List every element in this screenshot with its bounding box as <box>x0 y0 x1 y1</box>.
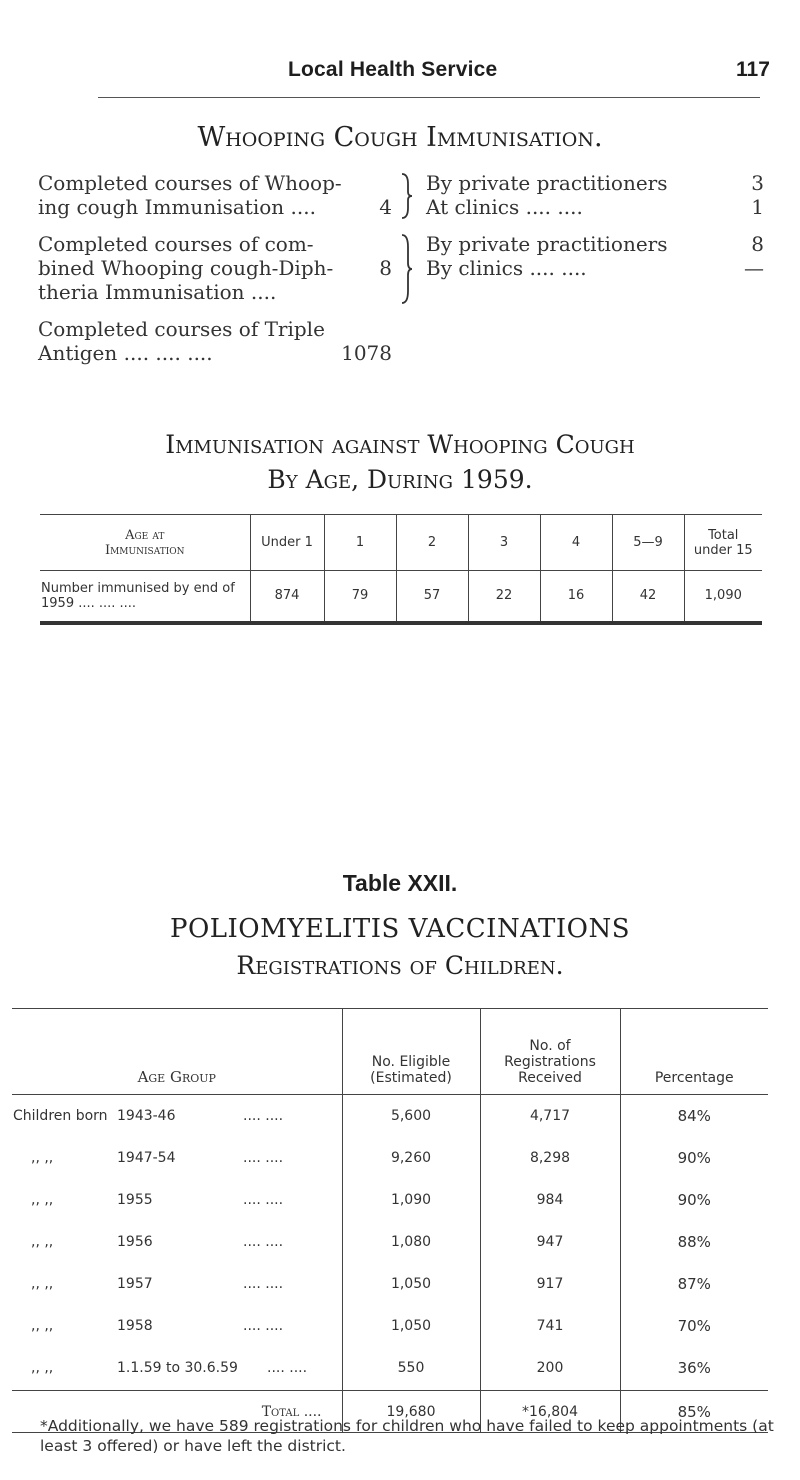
total-registrations: *16,804 <box>480 1391 620 1433</box>
age-row-label <box>40 571 250 623</box>
percentage-cell: 84% <box>677 1106 711 1125</box>
age-period: 1956 <box>117 1233 153 1250</box>
polio-table <box>12 1008 768 1433</box>
table-row <box>12 1095 768 1137</box>
wc-row-1-total: 4 <box>379 195 392 219</box>
eligible-cell: 1,050 <box>342 1263 480 1305</box>
age-col-header: 5—9 <box>612 515 684 571</box>
wc-row-1-breakdown-1-value: 3 <box>751 171 764 195</box>
dot-leader: .... .... <box>243 1233 284 1250</box>
wc-row-2-breakdown-1-value: 8 <box>751 232 764 256</box>
dot-leader: .... .... <box>243 1107 284 1124</box>
col-percentage: Percentage <box>654 1070 734 1086</box>
age-period: 1947-54 <box>117 1149 176 1166</box>
table-row <box>12 1305 768 1347</box>
age-table-title-line-2: By Age, During 1959. <box>267 465 533 494</box>
registrations-cell: 4,717 <box>480 1095 620 1137</box>
col-registrations <box>480 1009 620 1095</box>
total-header-line: under 15 <box>693 542 753 558</box>
total-percentage: 85% <box>677 1402 711 1421</box>
footnote: *Additionally, we have 589 registrations for children who have failed to keep appointments (at least 3 offered) or have left the district. <box>40 1417 774 1455</box>
age-col-header: 1 <box>324 515 396 571</box>
age-value-cell: 16 <box>540 571 612 623</box>
age-total-cell: 1,090 <box>704 588 742 604</box>
age-col-header: 3 <box>468 515 540 571</box>
age-group-cell <box>12 1305 342 1347</box>
right-brace-icon <box>396 172 420 220</box>
wc-immunisation-title: Whooping Cough Immunisation. <box>197 122 603 153</box>
age-prefix: Children born <box>13 1107 108 1124</box>
age-value-cell: 42 <box>612 571 684 623</box>
wc-row-2-breakdown-2-label: By clinics .... .... <box>426 256 587 280</box>
running-title: Local Health Service <box>288 58 498 81</box>
total-header-line: Total <box>708 527 739 543</box>
total-label: Total .... <box>12 1391 342 1433</box>
dot-leader: .... .... <box>243 1317 284 1334</box>
age-group-cell <box>12 1221 342 1263</box>
eligible-cell: 5,600 <box>342 1095 480 1137</box>
dot-leader: .... .... <box>267 1360 308 1377</box>
age-value-cell: 22 <box>468 571 540 623</box>
polio-title: POLIOMYELITIS VACCINATIONS <box>169 914 631 944</box>
col-eligible-line: No. Eligible <box>371 1054 451 1070</box>
wc-row-1-label-line: ing cough Immunisation .... <box>38 195 316 219</box>
col-registrations-line: No. of <box>529 1038 571 1054</box>
age-table <box>40 514 762 625</box>
wc-row-3-total: 1078 <box>341 341 392 365</box>
age-group-cell <box>12 1263 342 1305</box>
age-prefix: ,, ,, <box>31 1317 54 1334</box>
table-row <box>12 1263 768 1305</box>
age-group-cell <box>12 1347 342 1391</box>
age-prefix: ,, ,, <box>31 1149 54 1166</box>
percentage-cell: 88% <box>677 1232 711 1251</box>
age-prefix: ,, ,, <box>31 1360 54 1377</box>
age-value-cell: 57 <box>396 571 468 623</box>
table-row <box>12 1179 768 1221</box>
percentage-cell: 90% <box>677 1148 711 1167</box>
wc-row-2-label-line: Completed courses of com- <box>38 232 314 256</box>
page-header <box>0 58 800 88</box>
age-col-header: 2 <box>396 515 468 571</box>
col-eligible <box>342 1009 480 1095</box>
eligible-cell: 1,050 <box>342 1305 480 1347</box>
age-table-title-line-1: Immunisation against Whooping Cough <box>165 430 635 459</box>
percentage-cell: 87% <box>677 1274 711 1293</box>
col-eligible-line: (Estimated) <box>370 1070 452 1086</box>
registrations-cell: 741 <box>480 1305 620 1347</box>
age-period: 1.1.59 to 30.6.59 <box>117 1360 238 1377</box>
wc-row-2-breakdown-1-label: By private practitioners <box>426 232 668 256</box>
percentage-cell: 90% <box>677 1190 711 1209</box>
registrations-cell: 917 <box>480 1263 620 1305</box>
header-label-line: Age at <box>125 527 165 543</box>
wc-row-1-breakdown-2-label: At clinics .... .... <box>426 195 583 219</box>
age-group-cell <box>12 1137 342 1179</box>
wc-row-3-label-line: Antigen .... .... .... <box>38 341 213 365</box>
age-period: 1955 <box>117 1191 153 1208</box>
wc-row-1-breakdown-2-value: 1 <box>751 195 764 219</box>
header-label-line: Immunisation <box>104 542 185 558</box>
wc-row-1-breakdown-1-label: By private practitioners <box>426 171 668 195</box>
table-row <box>12 1221 768 1263</box>
polio-subtitle: Registrations of Children. <box>236 951 564 980</box>
wc-row-3-label-line: Completed courses of Triple <box>38 317 325 341</box>
col-registrations-line: Received <box>518 1070 582 1086</box>
age-value-cell: 79 <box>324 571 396 623</box>
age-period: 1958 <box>117 1317 153 1334</box>
wc-row-1-label-line: Completed courses of Whoop- <box>38 171 342 195</box>
age-period: 1943-46 <box>117 1107 176 1124</box>
col-age-group: Age Group <box>12 1009 342 1095</box>
registrations-cell: 984 <box>480 1179 620 1221</box>
row-label-line: 1959 .... .... .... <box>41 595 137 611</box>
right-brace-icon <box>396 233 420 305</box>
age-group-cell <box>12 1179 342 1221</box>
registrations-cell: 200 <box>480 1347 620 1391</box>
table-row <box>12 1347 768 1391</box>
percentage-cell: 36% <box>677 1359 711 1378</box>
age-prefix: ,, ,, <box>31 1191 54 1208</box>
wc-row-2-label-line: bined Whooping cough-Diph- <box>38 256 334 280</box>
eligible-cell: 9,260 <box>342 1137 480 1179</box>
age-table-header-label <box>40 515 250 571</box>
wc-row-2-total: 8 <box>379 256 392 280</box>
wc-row-3-label <box>38 317 378 365</box>
page-number: 117 <box>736 58 770 81</box>
table-row <box>12 1137 768 1179</box>
registrations-cell: 947 <box>480 1221 620 1263</box>
age-col-header: 4 <box>540 515 612 571</box>
age-value-cell: 874 <box>250 571 324 623</box>
table-label: Table XXII. <box>342 870 458 896</box>
percentage-cell: 70% <box>677 1316 711 1335</box>
eligible-cell: 1,090 <box>342 1179 480 1221</box>
col-registrations-line: Registrations <box>504 1054 596 1070</box>
age-col-header: Under 1 <box>250 515 324 571</box>
dot-leader: .... .... <box>243 1275 284 1292</box>
wc-row-2-label-line: theria Immunisation .... <box>38 280 277 304</box>
eligible-cell: 550 <box>342 1347 480 1391</box>
dot-leader: .... .... <box>243 1149 284 1166</box>
age-period: 1957 <box>117 1275 153 1292</box>
total-eligible: 19,680 <box>342 1391 480 1433</box>
row-label-line: Number immunised by end of <box>41 580 235 596</box>
age-prefix: ,, ,, <box>31 1233 54 1250</box>
wc-row-1-label <box>38 171 378 219</box>
header-rule <box>98 97 760 98</box>
wc-row-2-label <box>38 232 378 304</box>
age-total-header <box>684 515 762 571</box>
age-prefix: ,, ,, <box>31 1275 54 1292</box>
age-group-cell <box>12 1095 342 1137</box>
registrations-cell: 8,298 <box>480 1137 620 1179</box>
dot-leader: .... .... <box>243 1191 284 1208</box>
wc-row-2-breakdown-2-value: — <box>744 256 764 280</box>
eligible-cell: 1,080 <box>342 1221 480 1263</box>
